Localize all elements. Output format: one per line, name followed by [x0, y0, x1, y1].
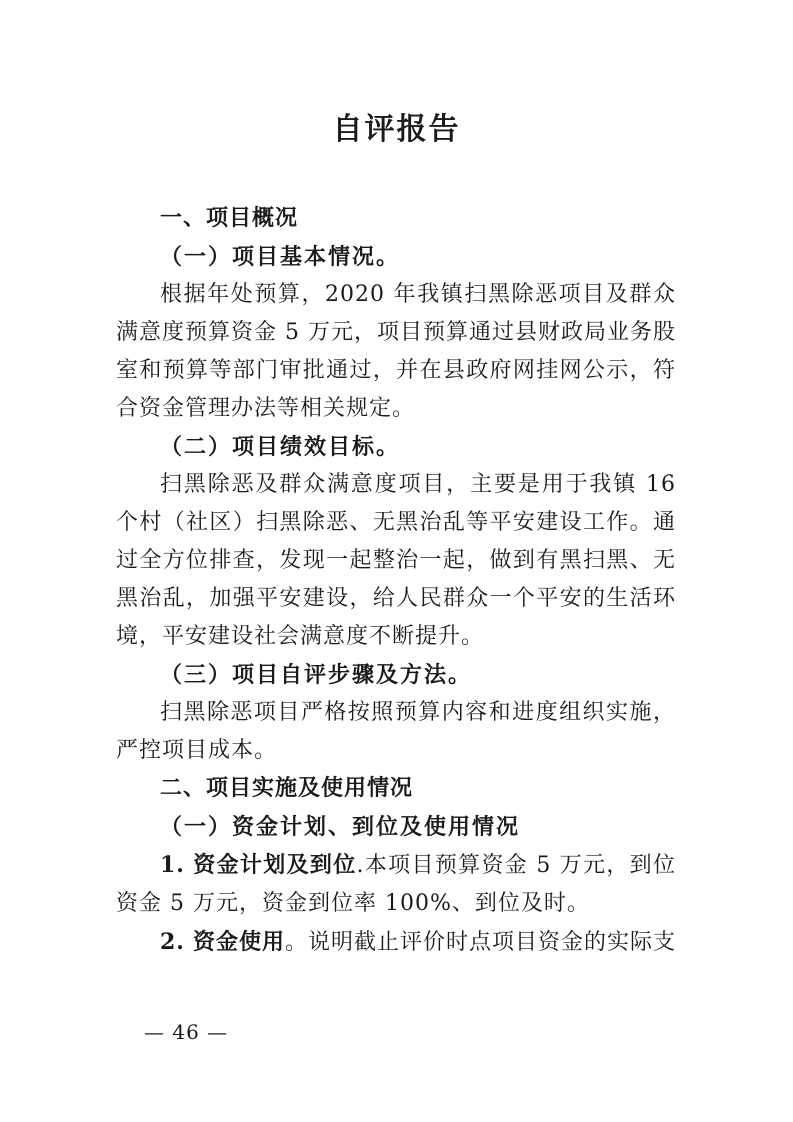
paragraph-funding-plan: [116, 846, 676, 923]
paragraph-performance-goals: 扫黑除恶及群众满意度项目，主要是用于我镇 16 个村（社区）扫黑除恶、无黑治乱等平安建设工作。通过全方位排查，发现一起整治一起，做到有黑扫黑、无黑治乱，加强平安建设，给人民群众一个平安的生活环境，平安建设社会满意度不断提升。: [116, 472, 676, 649]
paragraph-self-evaluation-steps: 扫黑除恶项目严格按照预算内容和进度组织实施，严控项目成本。: [116, 700, 676, 763]
paragraph-funding-use: [116, 923, 676, 962]
section-heading-1: 一、项目概况: [160, 206, 299, 231]
paragraph-project-basics: 根据年处预算，2020 年我镇扫黑除恶项目及群众满意度预算资金 5 万元，项目预算通过县财政局业务股室和预算等部门审批通过，并在县政府网挂网公示，符合资金管理办法等相关规定。: [116, 282, 676, 421]
item-text: .本项目预算资金 5 万元，到位资金 5 万元，资金到位率 100%、到位及时。: [116, 853, 676, 916]
section-heading-2: 二、项目实施及使用情况: [160, 776, 414, 801]
item-number: 1.: [160, 852, 185, 878]
page-number: — 46 —: [144, 1020, 229, 1044]
subsection-heading-1-3: （三）项目自评步骤及方法。: [160, 662, 473, 688]
item-lead: 资金计划及到位: [193, 852, 357, 878]
item-text: 。说明截止评价时点项目资金的实际支: [284, 930, 676, 955]
subsection-heading-1-2: （二）项目绩效目标。: [160, 434, 401, 460]
subsection-heading-2-1: （一）资金计划、到位及使用情况: [160, 814, 521, 840]
subsection-heading-1-1: （一）项目基本情况。: [160, 244, 401, 270]
document-title: 自评报告: [332, 112, 461, 147]
item-lead: 资金使用: [192, 929, 285, 955]
item-number: 2.: [160, 929, 185, 955]
document-body: [116, 200, 676, 962]
